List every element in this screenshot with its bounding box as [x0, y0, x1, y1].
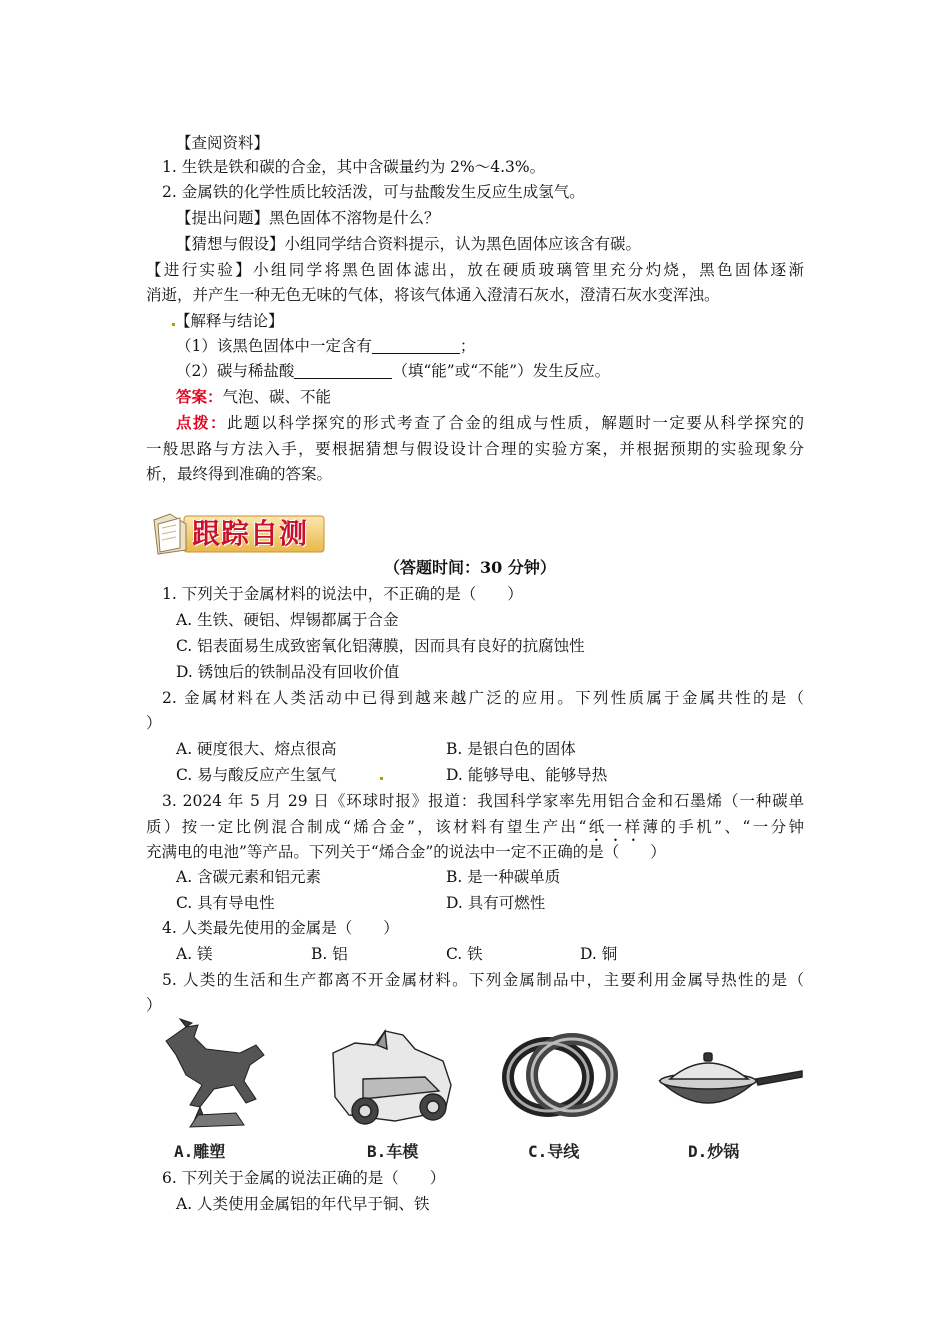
wok-image[interactable]: [656, 1015, 804, 1165]
q2-option-a[interactable]: A. 硬度很大、熔点很高: [176, 740, 337, 758]
q2-option-d[interactable]: D. 能够导电、能够导热: [446, 766, 608, 784]
q2-stem-line-1: 2. 金属材料在人类活动中已得到越来越广泛的应用。下列性质属于金属共性的是（: [162, 689, 804, 707]
caption-d: D.炒锅: [688, 1142, 740, 1161]
q4-option-a[interactable]: A. 镁: [176, 945, 213, 963]
lookup-item-2: 2. 金属铁的化学性质比较活泼，可与盐酸发生反应生成氢气。: [162, 183, 585, 201]
time-note: （答题时间：30 分钟）: [384, 558, 556, 577]
q3-line-2: 质）按一定比例混合制成“烯合金”，该材料有望生产出“纸一样薄的手机”、“一分钟: [146, 818, 804, 836]
experiment-line-2: 消逝，并产生一种无色无味的气体，将该气体通入澄清石灰水，澄清石灰水变浑浊。: [146, 286, 720, 304]
q4-stem: 4. 人类最先使用的金属是（ ）: [162, 919, 399, 937]
emphasized-text: 纸一样: [586, 818, 643, 836]
answer-blank-2[interactable]: [294, 362, 392, 379]
answer-row: [176, 385, 331, 409]
q5-stem-line-1: 5. 人类的生活和生产都离不开金属材料。下列金属制品中，主要利用金属导热性的是（: [162, 971, 804, 989]
conclusion-q2: （2）碳与稀盐酸 （填“能”或“不能”）发生反应。: [176, 362, 611, 380]
caption-b: B.车模: [367, 1142, 419, 1161]
caption-a: A.雕塑: [174, 1142, 226, 1161]
answer-text: 气泡、碳、不能: [222, 388, 332, 406]
q4-option-b[interactable]: B. 铝: [311, 945, 348, 963]
q1-stem: 1. 下列关于金属材料的说法中，不正确的是（ ）: [162, 585, 523, 603]
experiment-line-1: 【进行实验】小组同学将黑色固体滤出，放在硬质玻璃管里充分灼烧，黑色固体逐渐: [146, 261, 804, 279]
q6-option-a[interactable]: A. 人类使用金属铝的年代早于铜、铁: [176, 1195, 430, 1213]
folder-icon: [154, 514, 186, 554]
sculpture-image[interactable]: [146, 1015, 276, 1165]
q2-stem-line-2: ）: [146, 714, 162, 732]
hypothesis: 【猜想与假设】小组同学结合资料提示，认为黑色固体应该含有碳。: [176, 235, 642, 253]
q2-option-c[interactable]: C. 易与酸反应产生氢气: [176, 766, 337, 784]
q1-option-c[interactable]: C. 铝表面易生成致密氧化铝薄膜，因而具有良好的抗腐蚀性: [176, 637, 585, 655]
question-raised: 【提出问题】黑色固体不溶物是什么？: [176, 209, 440, 227]
conclusion-heading-row: [172, 309, 284, 333]
q3-option-c[interactable]: C. 具有导电性: [176, 894, 275, 912]
q1-option-a[interactable]: A. 生铁、硬铝、焊锡都属于合金: [176, 611, 399, 629]
q4-option-c[interactable]: C. 铁: [446, 945, 483, 963]
car-model-image[interactable]: [325, 1015, 460, 1165]
q3-line-1: 3. 2024 年 5 月 29 日《环球时报》报道：我国科学家率先用铝合金和石墨烯（一种碳单: [162, 792, 804, 810]
lookup-item-1: 1. 生铁是铁和碳的合金，其中含碳量约为 2%～4.3%。: [162, 158, 546, 176]
q2-option-b[interactable]: B. 是银白色的固体: [446, 740, 576, 758]
section-banner: [150, 510, 326, 556]
lookup-heading: 【查阅资料】: [176, 134, 270, 152]
q4-option-d[interactable]: D. 铜: [580, 945, 618, 963]
q3-line-3: 充满电的电池”等产品。下列关于“烯合金”的说法中一定不正确的是（ ）: [146, 843, 666, 861]
section-banner-title: 跟踪自测: [192, 517, 309, 550]
hint-label: 点拨：: [176, 413, 228, 432]
q1-option-d[interactable]: D. 锈蚀后的铁制品没有回收价值: [176, 663, 400, 681]
q3-option-d[interactable]: D. 具有可燃性: [446, 894, 546, 912]
answer-label: 答案：: [176, 387, 223, 406]
caption-c: C.导线: [528, 1142, 580, 1161]
marker-dot-2: [380, 763, 383, 787]
conclusion-heading: 【解释与结论】: [175, 312, 284, 330]
hint-line-1: 点拨：此题以科学探究的形式考查了合金的组成与性质，解题时一定要从科学探究的: [176, 413, 804, 432]
hint-line-2: 一般思路与方法入手，要根据猜想与假设设计合理的实验方案，并根据预期的实验现象分: [146, 440, 804, 458]
conclusion-q1: （1）该黑色固体中一定含有 ；: [176, 337, 476, 355]
answer-blank-1[interactable]: [372, 337, 460, 354]
q6-stem: 6. 下列关于金属的说法正确的是（ ）: [162, 1169, 446, 1187]
wire-image[interactable]: [500, 1015, 620, 1165]
q3-option-b[interactable]: B. 是一种碳单质: [446, 868, 561, 886]
q3-option-a[interactable]: A. 含碳元素和铝元素: [176, 868, 322, 886]
q5-stem-line-2: ）: [146, 996, 162, 1014]
hint-line-3: 析，最终得到准确的答案。: [146, 465, 333, 483]
